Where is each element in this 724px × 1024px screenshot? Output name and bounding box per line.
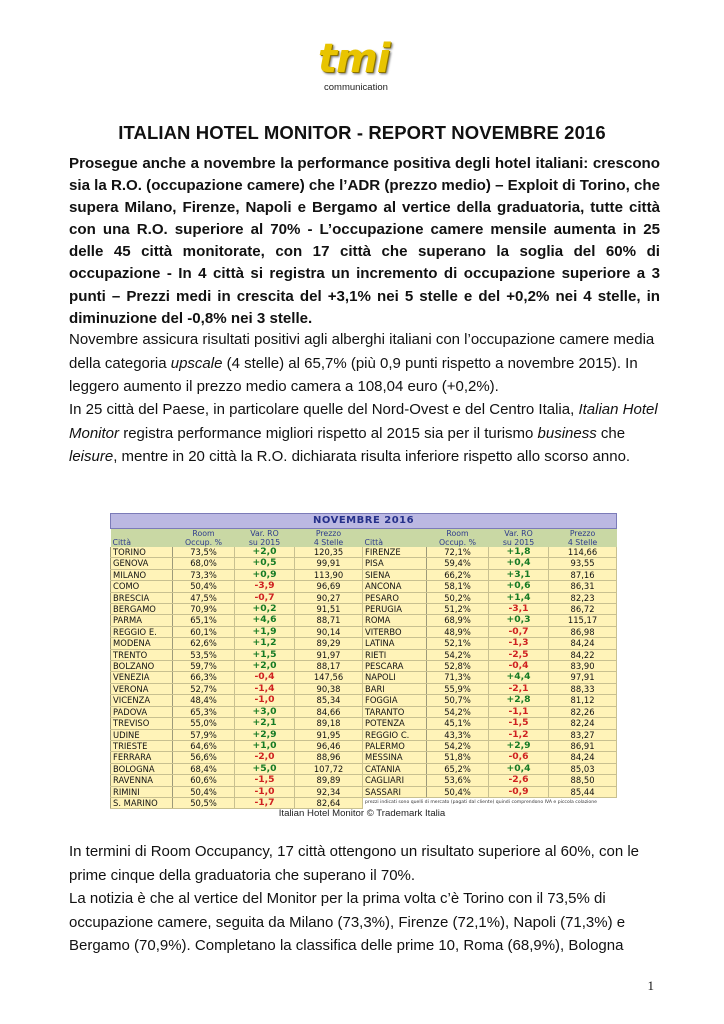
variation-cell: -1,5 — [489, 718, 549, 729]
header-cell: Occup. % — [173, 538, 235, 547]
city-cell: ROMA — [363, 615, 427, 626]
occupancy-cell: 50,4% — [173, 786, 235, 797]
ranking-line-2: La notizia è che al vertice del Monitor per la prima volta c’è Torino con il 73,5% di occupazione camere, seguita da Milano (73,3%), Firenze (72,1%), Napoli (71,3%) e Bergamo (70,9%). Completano la classifica delle prime 10, Roma (68,9%), Bologna — [69, 890, 626, 955]
city-cell: REGGIO E. — [111, 626, 173, 637]
ranking-line-1: In termini di Room Occupancy, 17 città ottengono un risultato superiore al 60%, con le prime cinque della graduatoria che superano il 70%. — [69, 843, 640, 884]
variation-cell: -2,5 — [489, 649, 549, 660]
city-cell: FIRENZE — [363, 547, 427, 558]
variation-cell: +0,3 — [489, 615, 549, 626]
occupancy-cell: 58,1% — [427, 581, 489, 592]
price-cell: 84,22 — [549, 649, 617, 660]
price-cell: 90,14 — [295, 626, 363, 637]
occupancy-cell: 72,1% — [427, 547, 489, 558]
price-cell: 85,03 — [549, 763, 617, 774]
table-footnote: prezzi indicati sono quelli di mercato (pagati dal cliente) quindi comprendono IVA e piccola colazione — [363, 797, 617, 808]
variation-cell: +0,9 — [235, 569, 295, 580]
price-cell: 88,33 — [549, 683, 617, 694]
table-row — [111, 672, 617, 683]
occupancy-cell: 43,3% — [427, 729, 489, 740]
price-cell: 89,18 — [295, 718, 363, 729]
variation-cell: +2,9 — [235, 729, 295, 740]
price-cell: 115,17 — [549, 615, 617, 626]
header-cell: 4 Stelle — [295, 538, 363, 547]
price-cell: 93,55 — [549, 558, 617, 569]
table-row — [111, 763, 617, 774]
header-cell — [363, 529, 427, 539]
variation-cell: -2,1 — [489, 683, 549, 694]
occupancy-cell: 50,4% — [427, 786, 489, 797]
price-cell: 107,72 — [295, 763, 363, 774]
occupancy-cell: 55,0% — [173, 718, 235, 729]
price-cell: 96,69 — [295, 581, 363, 592]
city-cell: BRESCIA — [111, 592, 173, 603]
occupancy-cell: 52,8% — [427, 661, 489, 672]
city-cell: PESARO — [363, 592, 427, 603]
variation-cell: +0,4 — [489, 763, 549, 774]
city-cell: VENEZIA — [111, 672, 173, 683]
table-title: NOVEMBRE 2016 — [111, 514, 617, 529]
price-cell: 97,91 — [549, 672, 617, 683]
city-cell: ANCONA — [363, 581, 427, 592]
table-row — [111, 661, 617, 672]
header-cell: Var. RO — [235, 529, 295, 539]
table-row — [111, 547, 617, 558]
variation-cell: -3,1 — [489, 604, 549, 615]
occupancy-cell: 50,2% — [427, 592, 489, 603]
city-cell: PESCARA — [363, 661, 427, 672]
city-cell: RAVENNA — [111, 775, 173, 786]
price-cell: 91,95 — [295, 729, 363, 740]
occupancy-cell: 50,7% — [427, 695, 489, 706]
table-row — [111, 695, 617, 706]
occupancy-cell: 71,3% — [427, 672, 489, 683]
variation-cell: +2,8 — [489, 695, 549, 706]
occupancy-cell: 68,9% — [427, 615, 489, 626]
city-cell: S. MARINO — [111, 797, 173, 808]
price-cell: 82,26 — [549, 706, 617, 717]
header-cell: Città — [363, 538, 427, 547]
occupancy-cell: 53,5% — [173, 649, 235, 660]
city-cell: REGGIO C. — [363, 729, 427, 740]
price-cell: 84,24 — [549, 752, 617, 763]
table-row — [111, 718, 617, 729]
price-cell: 85,34 — [295, 695, 363, 706]
logo-subtitle: communication — [324, 82, 388, 93]
occupancy-cell: 59,4% — [427, 558, 489, 569]
occupancy-cell: 50,5% — [173, 797, 235, 808]
variation-cell: +1,5 — [235, 649, 295, 660]
variation-cell: -2,6 — [489, 775, 549, 786]
variation-cell: +0,2 — [235, 604, 295, 615]
header-cell: su 2015 — [235, 538, 295, 547]
city-cell: TRIESTE — [111, 740, 173, 751]
variation-cell: -1,7 — [235, 797, 295, 808]
city-cell: CAGLIARI — [363, 775, 427, 786]
variation-cell: +1,0 — [235, 740, 295, 751]
city-cell: BERGAMO — [111, 604, 173, 615]
variation-cell: -1,1 — [489, 706, 549, 717]
city-cell: LATINA — [363, 638, 427, 649]
city-cell: SASSARI — [363, 786, 427, 797]
city-cell: BOLZANO — [111, 661, 173, 672]
occupancy-cell: 68,4% — [173, 763, 235, 774]
city-cell: GENOVA — [111, 558, 173, 569]
occupancy-cell: 51,8% — [427, 752, 489, 763]
price-cell: 84,24 — [549, 638, 617, 649]
city-cell: TARANTO — [363, 706, 427, 717]
variation-cell: -0,4 — [235, 672, 295, 683]
price-cell: 85,44 — [549, 786, 617, 797]
occupancy-cell: 62,6% — [173, 638, 235, 649]
occupancy-cell: 52,7% — [173, 683, 235, 694]
price-cell: 147,56 — [295, 672, 363, 683]
variation-cell: +0,5 — [235, 558, 295, 569]
city-cell: PADOVA — [111, 706, 173, 717]
price-cell: 87,16 — [549, 569, 617, 580]
table-row — [111, 569, 617, 580]
city-cell: VITERBO — [363, 626, 427, 637]
variation-cell: +4,4 — [489, 672, 549, 683]
city-cell: CATANIA — [363, 763, 427, 774]
occupancy-cell: 48,9% — [427, 626, 489, 637]
occupancy-cell: 70,9% — [173, 604, 235, 615]
price-cell: 82,23 — [549, 592, 617, 603]
variation-cell: -1,0 — [235, 695, 295, 706]
variation-cell: +5,0 — [235, 763, 295, 774]
occupancy-cell: 65,2% — [427, 763, 489, 774]
table-caption: Italian Hotel Monitor © Trademark Italia — [278, 808, 446, 819]
page-title: ITALIAN HOTEL MONITOR - REPORT NOVEMBRE 2016 — [118, 122, 606, 143]
occupancy-cell: 55,9% — [427, 683, 489, 694]
table-row — [111, 775, 617, 786]
header-cell: Prezzo — [549, 529, 617, 539]
city-cell: PISA — [363, 558, 427, 569]
occupancy-cell: 60,6% — [173, 775, 235, 786]
city-cell: SIENA — [363, 569, 427, 580]
variation-cell: -1,2 — [489, 729, 549, 740]
occupancy-cell: 68,0% — [173, 558, 235, 569]
price-cell: 113,90 — [295, 569, 363, 580]
city-cell: MILANO — [111, 569, 173, 580]
page-number: 1 — [647, 978, 654, 993]
price-cell: 89,29 — [295, 638, 363, 649]
occupancy-cell: 56,6% — [173, 752, 235, 763]
occupancy-cell: 48,4% — [173, 695, 235, 706]
variation-cell: +0,4 — [489, 558, 549, 569]
city-cell: TORINO — [111, 547, 173, 558]
variation-cell: -0,9 — [489, 786, 549, 797]
paragraph-occupancy: Novembre assicura risultati positivi agli alberghi italiani con l’occupazione camere media della categoria upscale (4 stelle) al 65,7% (più 0,9 punti rispetto a novembre 2015). In leggero aumento il prezzo medio camera a 108,04 euro (+0,2%). — [69, 331, 655, 396]
header-cell: Room — [173, 529, 235, 539]
variation-cell: +1,4 — [489, 592, 549, 603]
table-row — [111, 786, 617, 797]
city-cell: MODENA — [111, 638, 173, 649]
variation-cell: -0,4 — [489, 661, 549, 672]
price-cell: 90,38 — [295, 683, 363, 694]
variation-cell: +3,1 — [489, 569, 549, 580]
city-cell: VERONA — [111, 683, 173, 694]
city-cell: VICENZA — [111, 695, 173, 706]
variation-cell: +2,9 — [489, 740, 549, 751]
price-cell: 86,31 — [549, 581, 617, 592]
variation-cell: +2,0 — [235, 661, 295, 672]
monitor-table — [110, 513, 616, 809]
header-cell: Prezzo — [295, 529, 363, 539]
price-cell: 120,35 — [295, 547, 363, 558]
price-cell: 96,46 — [295, 740, 363, 751]
occupancy-cell: 65,3% — [173, 706, 235, 717]
city-cell: MESSINA — [363, 752, 427, 763]
table-row — [111, 706, 617, 717]
price-cell: 88,50 — [549, 775, 617, 786]
variation-cell: +3,0 — [235, 706, 295, 717]
lead-paragraph: Prosegue anche a novembre la performance positiva degli hotel italiani: crescono sia la R.O. (occupazione camere) che l’ADR (prezzo medio) – Exploit di Torino, che supera Milano, Firenze, Napoli e Bergamo al vertice della graduatoria, tutte città con una R.O. superiore al 70% - L’occupazione camere mensile aumenta in 25 delle 45 città monitorate, con 17 città che superano la soglia del 60% di occupazione - In 4 città si registra un incremento di occupazione superiore a 3 punti – Prezzi medi in crescita del +3,1% nei 5 stelle e del +0,2% nei 4 stelle, in diminuzione del -0,8% nei 3 stelle. — [69, 155, 661, 327]
table-row — [111, 683, 617, 694]
variation-cell: -1,0 — [235, 786, 295, 797]
city-cell: TRENTO — [111, 649, 173, 660]
occupancy-cell: 50,4% — [173, 581, 235, 592]
city-cell: FERRARA — [111, 752, 173, 763]
price-cell: 90,27 — [295, 592, 363, 603]
occupancy-cell: 54,2% — [427, 706, 489, 717]
variation-cell: -0,7 — [489, 626, 549, 637]
occupancy-cell: 54,2% — [427, 649, 489, 660]
price-cell: 92,34 — [295, 786, 363, 797]
price-cell: 86,91 — [549, 740, 617, 751]
table-row — [111, 581, 617, 592]
occupancy-cell: 73,5% — [173, 547, 235, 558]
price-cell: 86,72 — [549, 604, 617, 615]
variation-cell: -2,0 — [235, 752, 295, 763]
occupancy-cell: 51,2% — [427, 604, 489, 615]
city-cell: UDINE — [111, 729, 173, 740]
table-row — [111, 558, 617, 569]
occupancy-cell: 64,6% — [173, 740, 235, 751]
header-cell: Occup. % — [427, 538, 489, 547]
variation-cell: +2,0 — [235, 547, 295, 558]
tmi-logo — [318, 36, 408, 98]
city-cell: PALERMO — [363, 740, 427, 751]
occupancy-cell: 57,9% — [173, 729, 235, 740]
price-cell: 88,17 — [295, 661, 363, 672]
price-cell: 99,91 — [295, 558, 363, 569]
header-cell — [111, 529, 173, 539]
occupancy-cell: 59,7% — [173, 661, 235, 672]
table-row — [111, 752, 617, 763]
price-cell: 82,64 — [295, 797, 363, 808]
occupancy-cell: 66,2% — [427, 569, 489, 580]
table-row — [111, 740, 617, 751]
variation-cell: +1,2 — [235, 638, 295, 649]
occupancy-cell: 53,6% — [427, 775, 489, 786]
price-cell: 81,12 — [549, 695, 617, 706]
city-cell: COMO — [111, 581, 173, 592]
city-cell: BARI — [363, 683, 427, 694]
price-cell: 114,66 — [549, 547, 617, 558]
header-cell: Var. RO — [489, 529, 549, 539]
price-cell: 88,71 — [295, 615, 363, 626]
city-cell: NAPOLI — [363, 672, 427, 683]
city-cell: RIETI — [363, 649, 427, 660]
occupancy-cell: 45,1% — [427, 718, 489, 729]
occupancy-cell: 60,1% — [173, 626, 235, 637]
city-cell: BOLOGNA — [111, 763, 173, 774]
table-row — [111, 638, 617, 649]
header-cell: Room — [427, 529, 489, 539]
occupancy-cell: 66,3% — [173, 672, 235, 683]
variation-cell: +1,8 — [489, 547, 549, 558]
variation-cell: -0,7 — [235, 592, 295, 603]
occupancy-cell: 54,2% — [427, 740, 489, 751]
header-cell: Città — [111, 538, 173, 547]
price-cell: 84,66 — [295, 706, 363, 717]
occupancy-cell: 65,1% — [173, 615, 235, 626]
occupancy-cell: 73,3% — [173, 569, 235, 580]
variation-cell: -1,3 — [489, 638, 549, 649]
price-cell: 88,96 — [295, 752, 363, 763]
city-cell: PARMA — [111, 615, 173, 626]
city-cell: RIMINI — [111, 786, 173, 797]
table-row — [111, 729, 617, 740]
table-row — [111, 604, 617, 615]
table-row — [111, 592, 617, 603]
price-cell: 83,27 — [549, 729, 617, 740]
table-row — [111, 649, 617, 660]
city-cell: TREVISO — [111, 718, 173, 729]
variation-cell: -3,9 — [235, 581, 295, 592]
price-cell: 91,51 — [295, 604, 363, 615]
price-cell: 86,98 — [549, 626, 617, 637]
occupancy-cell: 47,5% — [173, 592, 235, 603]
price-cell: 82,24 — [549, 718, 617, 729]
occupancy-cell: 52,1% — [427, 638, 489, 649]
header-cell: su 2015 — [489, 538, 549, 547]
variation-cell: +2,1 — [235, 718, 295, 729]
price-cell: 89,89 — [295, 775, 363, 786]
paragraph-ranking — [69, 840, 659, 958]
city-cell: PERUGIA — [363, 604, 427, 615]
price-cell: 83,90 — [549, 661, 617, 672]
header-cell: 4 Stelle — [549, 538, 617, 547]
table-row — [111, 615, 617, 626]
variation-cell: -1,5 — [235, 775, 295, 786]
logo-word: tmi — [318, 36, 390, 82]
city-cell: FOGGIA — [363, 695, 427, 706]
variation-cell: +1,9 — [235, 626, 295, 637]
city-cell: POTENZA — [363, 718, 427, 729]
variation-cell: +0,6 — [489, 581, 549, 592]
variation-cell: +4,6 — [235, 615, 295, 626]
price-cell: 91,97 — [295, 649, 363, 660]
variation-cell: -1,4 — [235, 683, 295, 694]
variation-cell: -0,6 — [489, 752, 549, 763]
table-row — [111, 626, 617, 637]
paragraph-cities: In 25 città del Paese, in particolare quelle del Nord-Ovest e del Centro Italia, Italian Hotel Monitor registra performance migliori rispetto al 2015 sia per il turismo business che leisure, mentre in 20 città la R.O. dichiarata risulta inferiore rispetto allo scorso anno. — [69, 401, 658, 466]
